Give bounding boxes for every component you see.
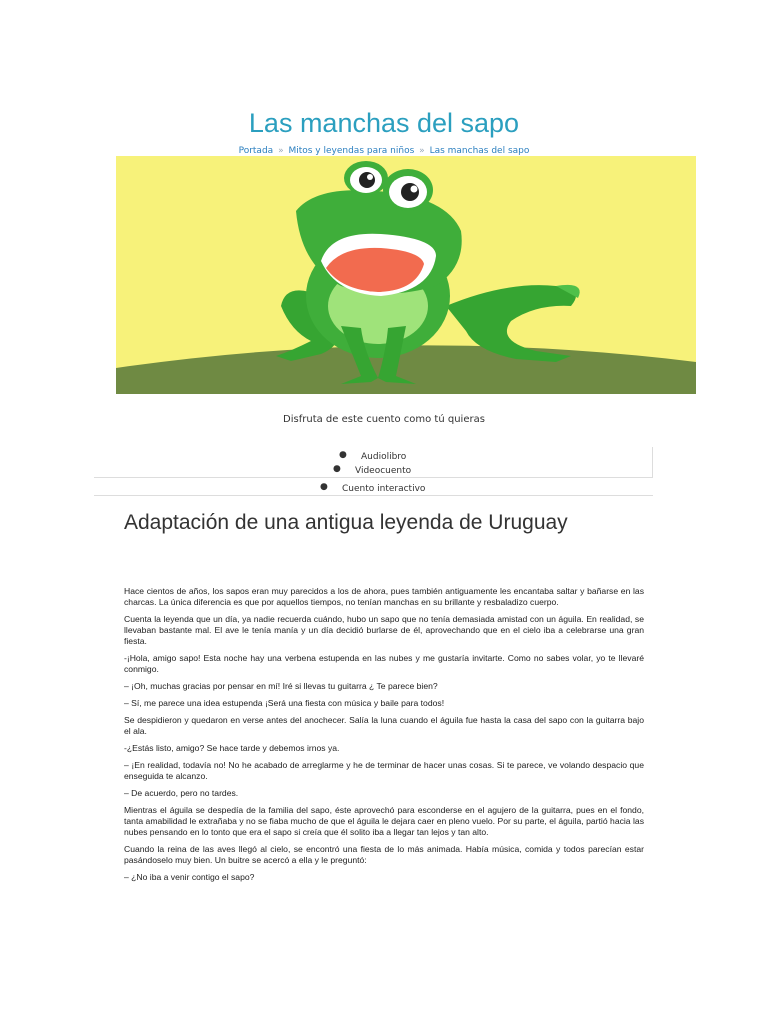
page-title: Las manchas del sapo xyxy=(248,108,520,138)
story-paragraph: Cuando la reina de las aves llegó al cielo, se encontró una fiesta de lo más animada. Había música, comida y todos parecían estar pasándoselo muy bien. Un buitre se acercó a ella y le preguntó: xyxy=(124,844,644,865)
breadcrumb-separator: » xyxy=(419,146,425,156)
breadcrumb xyxy=(0,146,768,156)
breadcrumb-link-portada[interactable]: Portada xyxy=(238,146,274,156)
story-paragraph: – ¡Oh, muchas gracias por pensar en mí! Iré si llevas tu guitarra ¿ Te parece bien? xyxy=(124,681,438,691)
option-label: Cuento interactivo xyxy=(342,484,426,494)
breadcrumb-separator: » xyxy=(278,146,284,156)
story-paragraph: – Sí, me parece una idea estupenda ¡Será una fiesta con música y baile para todos! xyxy=(124,698,445,708)
story-paragraph: – ¿No iba a venir contigo el sapo? xyxy=(124,872,255,882)
story-text xyxy=(124,586,644,889)
option-label: Audiolibro xyxy=(361,452,407,462)
story-options xyxy=(94,447,653,497)
bullet-icon: ● xyxy=(320,482,328,492)
section-heading: Adaptación de una antigua leyenda de Uruguay xyxy=(124,511,568,534)
hero-illustration xyxy=(116,156,696,394)
story-paragraph: – ¡En realidad, todavía no! No he acabado de arreglarme y he de terminar de hacer unas cosas. Si te parece, ve volando despacio que enseguida te alcanzo. xyxy=(124,760,644,781)
story-paragraph: Cuenta la leyenda que un día, ya nadie recuerda cuándo, hubo un sapo que no tenía demasiada amistad con un águila. En realidad, se llevaban bastante mal. El ave le tenía manía y un día decidió burlarse de él, aprovechando que en el cielo iba a celebrarse una gran fiesta. xyxy=(124,614,644,646)
breadcrumb-current[interactable]: Las manchas del sapo xyxy=(429,146,530,156)
option-audiolibro[interactable] xyxy=(339,450,407,462)
breadcrumb-link-mitos[interactable]: Mitos y leyendas para niños xyxy=(288,146,415,156)
option-label: Videocuento xyxy=(355,466,412,476)
frog-illustration xyxy=(116,156,696,394)
story-paragraph: Hace cientos de años, los sapos eran muy parecidos a los de ahora, pues también antiguamente les encantaba saltar y bañarse en las charcas. La única diferencia es que por aquellos tiempos, no tenían manchas en su brillante y resbaladizo cuerpo. xyxy=(124,586,644,607)
option-cuento-interactivo[interactable] xyxy=(320,482,426,494)
story-paragraph: – De acuerdo, pero no tardes. xyxy=(124,788,239,798)
story-paragraph: Se despidieron y quedaron en verse antes del anochecer. Salía la luna cuando el águila fue hasta la casa del sapo con la guitarra bajo el ala. xyxy=(124,715,644,736)
tagline: Disfruta de este cuento como tú quieras xyxy=(283,414,485,425)
story-paragraph: -¿Estás listo, amigo? Se hace tarde y debemos irnos ya. xyxy=(124,743,340,753)
option-videocuento[interactable] xyxy=(333,464,412,476)
story-paragraph: Mientras el águila se despedía de la familia del sapo, éste aprovechó para esconderse en el agujero de la guitarra, pues en el fondo, tanta amabilidad le extrañaba y no se fiaba mucho de que el águila le dejara caer en pleno vuelo. Por su parte, el águila, partió hacia las nubes pensando en lo tonto que era el sapo si creía que él solito iba a llegar tan lejos y tan alto. xyxy=(124,805,644,837)
story-paragraph: -¡Hola, amigo sapo! Esta noche hay una verbena estupenda en las nubes y me gustaría invitarte. Como no sabes volar, yo te llevaré conmigo. xyxy=(124,653,644,674)
bullet-icon: ● xyxy=(333,464,341,474)
bullet-icon: ● xyxy=(339,450,347,460)
